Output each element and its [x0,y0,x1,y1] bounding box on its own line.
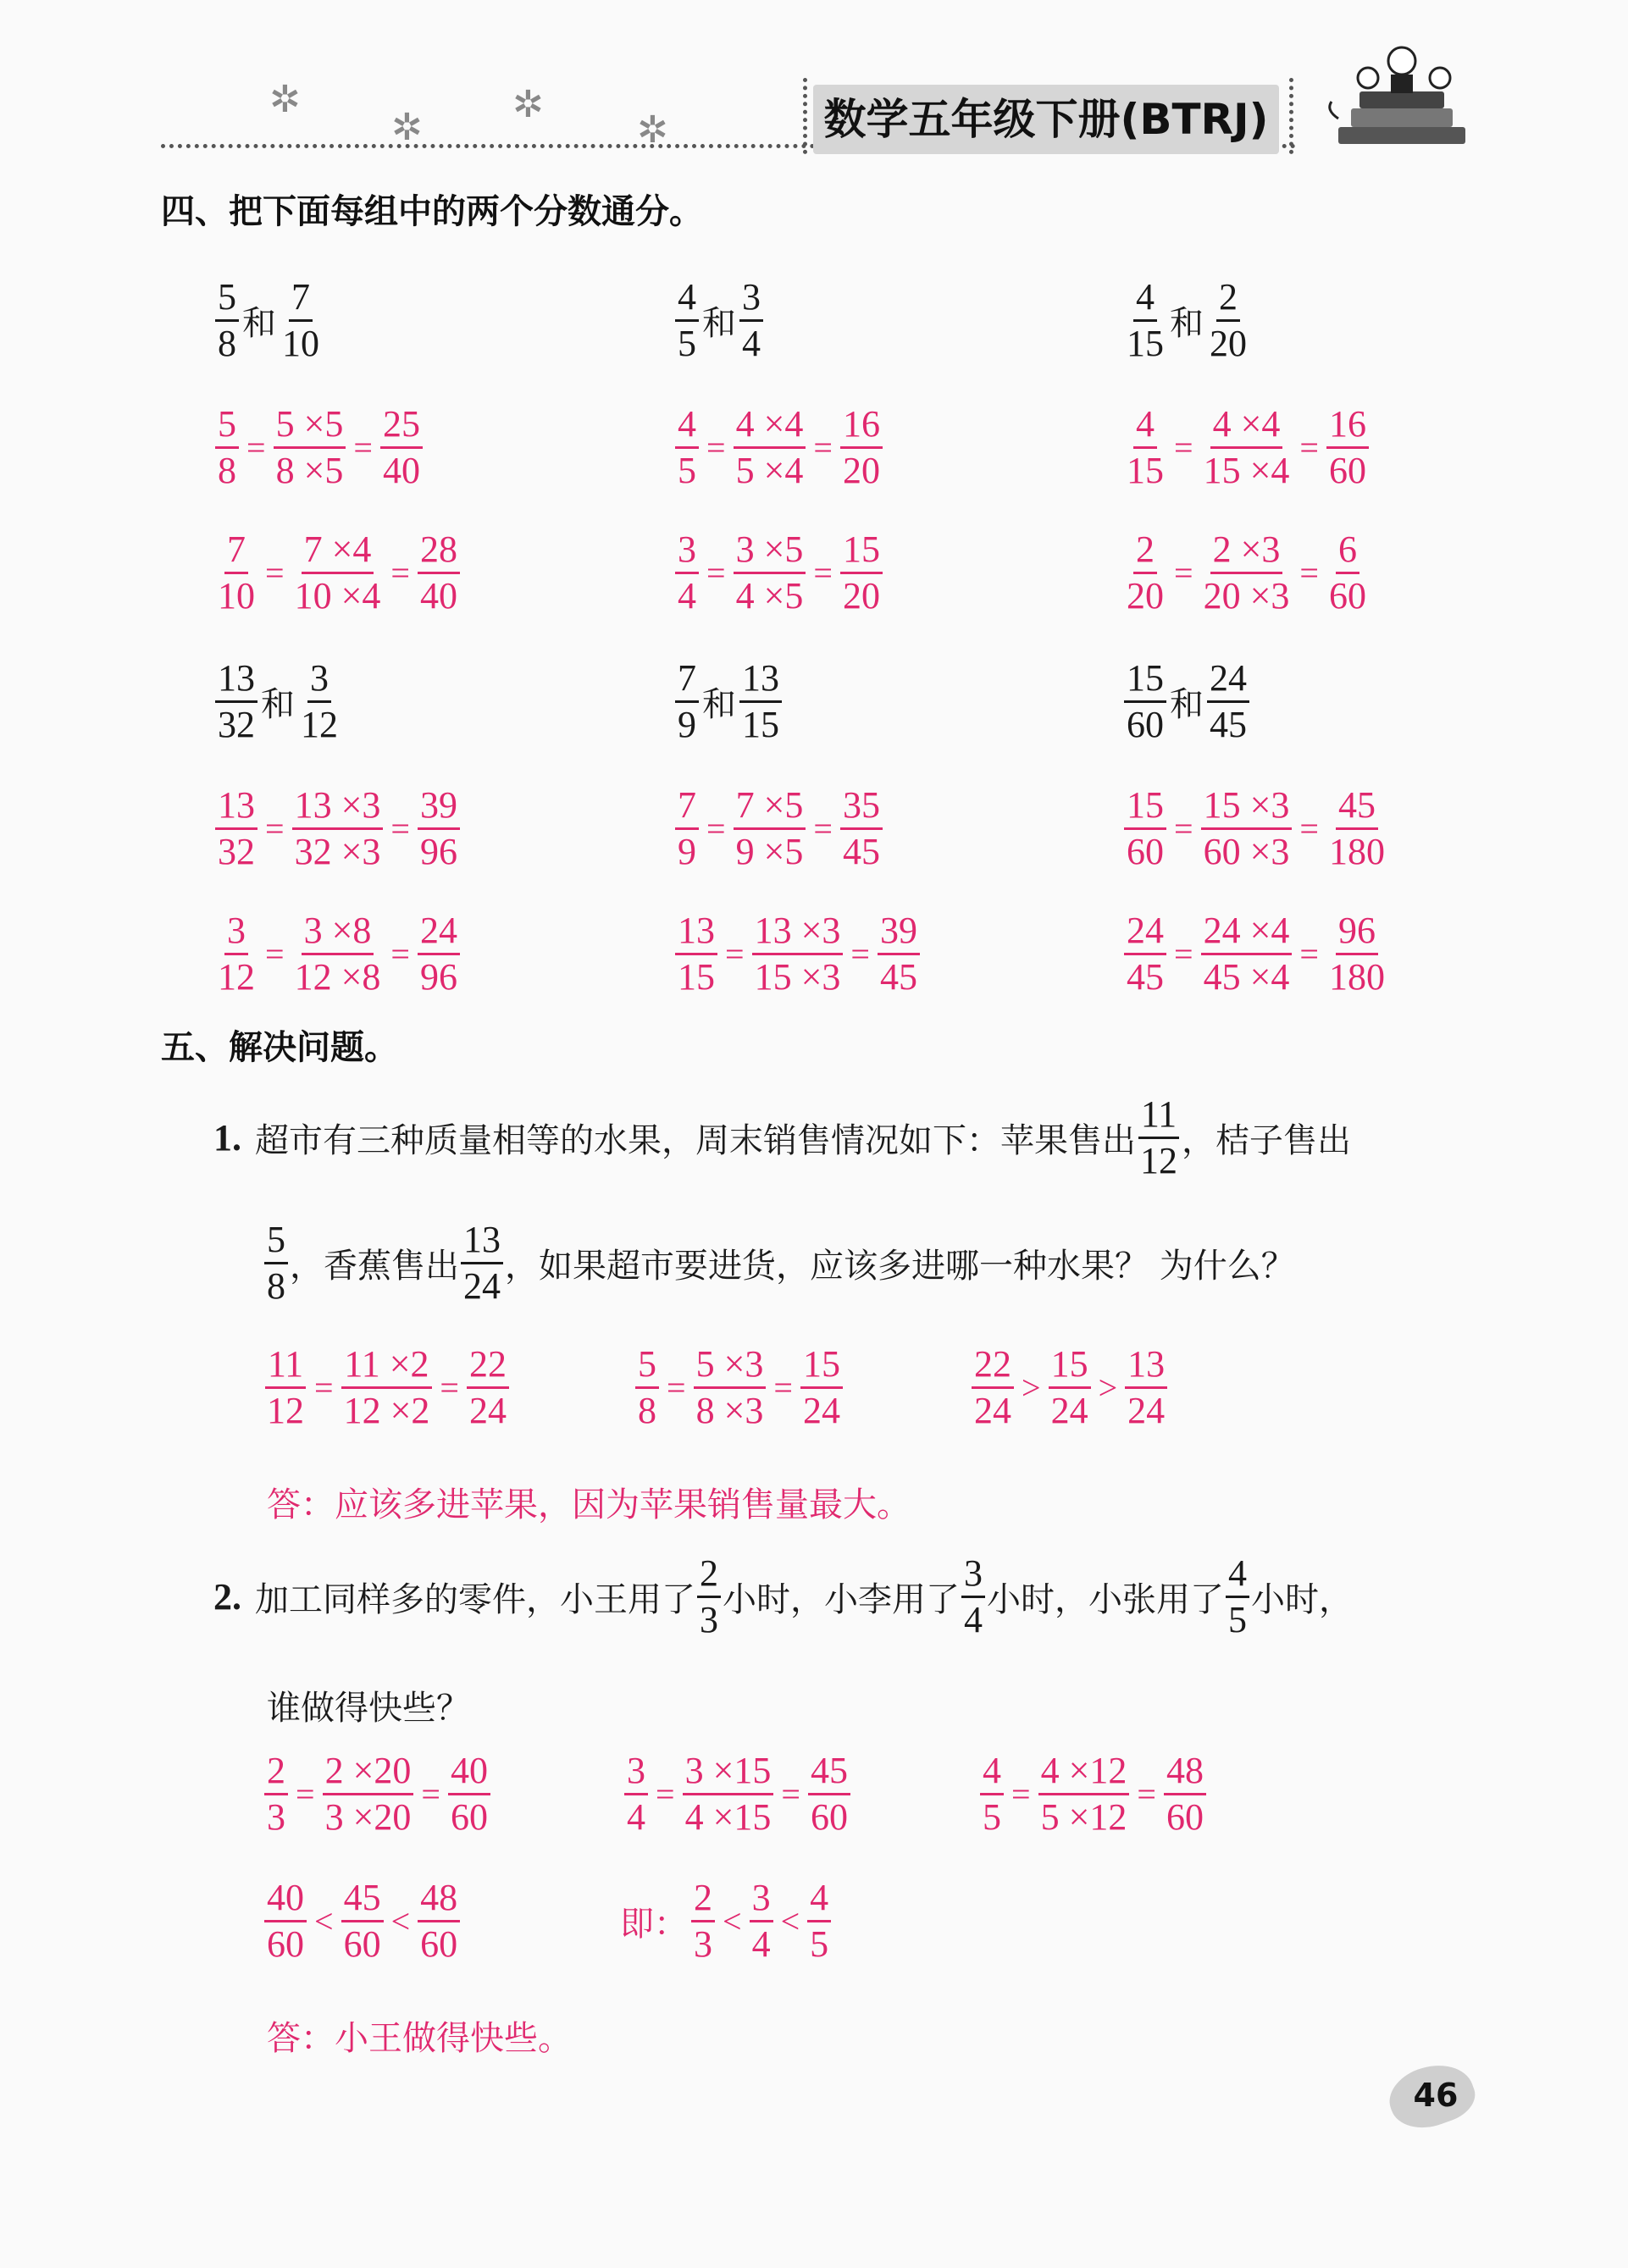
fraction: $\frac{4 \times 4}{5 \times 4}$ [734,402,806,493]
common-denominator-line [1122,528,1371,618]
problem-text: 加工同样多的零件，小王用了 [255,1580,695,1619]
equation [623,1749,852,1839]
fraction: $\frac{7}{10}$ [282,276,319,364]
problem-number: 2. [213,1576,241,1618]
fraction: $\frac{4}{15}$ [1127,276,1164,364]
common-denominator-line [213,783,462,874]
equation [634,1342,844,1433]
equals-sign: = [813,810,833,848]
header-divider [1289,78,1293,154]
equals-sign: = [656,1775,675,1813]
fraction: $\frac{2}{20}$ [1127,528,1164,617]
common-denominator-line [673,402,884,493]
problem-text: 超市有三种质量相等的水果，周末销售情况如下：苹果售出 [255,1121,1136,1160]
equation [978,1749,1208,1839]
fraction: $\frac{45}{180}$ [1328,784,1385,872]
fraction: $\frac{13}{32}$ [215,656,257,747]
problem-text: 小时，小张用了 [987,1580,1224,1619]
fraction: $\frac{4}{5}$ [807,1876,831,1967]
comparison-sign: < [723,1902,742,1940]
fraction: $\frac{4}{5}$ [675,402,699,493]
problem-1-line-2 [263,1218,1295,1308]
fraction: $\frac{11 \times 2}{12 \times 2}$ [341,1342,433,1433]
problem-text: ，香蕉售出 [290,1247,459,1286]
fraction: $\frac{13}{24}$ [1125,1342,1167,1433]
fraction: $\frac{3}{12}$ [301,657,338,745]
equals-sign: = [1299,554,1319,592]
fraction: $\frac{39}{45}$ [878,909,920,999]
equals-sign: = [353,429,373,467]
equals-sign: = [296,1775,315,1813]
fraction: $\frac{3 \times 8}{12 \times 8}$ [294,910,381,998]
fraction: $\frac{22}{24}$ [467,1342,509,1433]
fraction: $\frac{28}{40}$ [418,528,460,618]
equals-sign: = [706,810,726,848]
common-denominator-line [213,402,424,493]
comparison [970,1342,1169,1433]
equals-sign: = [1174,810,1193,848]
fraction: $\frac{4}{5}$ [675,275,699,366]
comparison [263,1876,462,1967]
fraction: $\frac{2}{20}$ [1210,276,1247,364]
fraction: $\frac{45}{60}$ [341,1876,384,1967]
join-word: 和 [261,685,295,724]
common-denominator-line [1122,783,1389,874]
comparison-sign: < [390,1902,411,1940]
fraction: $\frac{35}{45}$ [840,783,883,874]
header-divider [803,78,807,154]
fraction: $\frac{7 \times 4}{10 \times 4}$ [294,528,381,617]
fraction: $\frac{24}{45}$ [1124,909,1166,999]
fraction: $\frac{4}{5}$ [1226,1552,1249,1642]
fraction: $\frac{24}{96}$ [418,909,460,999]
equals-sign: = [265,554,285,592]
fraction: $\frac{2 \times 20}{3 \times 20}$ [323,1749,414,1839]
fraction-pair [673,275,765,366]
common-denominator-line [213,528,462,618]
fraction: $\frac{15}{60}$ [1124,783,1166,874]
fraction: $\frac{16}{60}$ [1326,402,1369,493]
equals-sign: = [1299,429,1319,467]
equals-sign: = [706,429,726,467]
problem-2-line-1 [213,1552,1353,1642]
fraction: $\frac{5}{8}$ [215,402,239,493]
fraction: $\frac{24}{45}$ [1207,656,1249,747]
fraction: $\frac{15}{24}$ [1049,1342,1091,1433]
fraction: $\frac{25}{40}$ [380,402,423,493]
fraction: $\frac{22}{24}$ [972,1342,1014,1433]
common-denominator-line [673,909,922,999]
equals-sign: = [1137,1775,1156,1813]
equals-sign: = [813,554,833,592]
fraction: $\frac{7}{9}$ [675,656,699,747]
fraction: $\frac{24 \times 4}{45 \times 4}$ [1201,909,1293,999]
fraction: $\frac{3}{4}$ [675,528,699,618]
problem-text: 小时，小李用了 [723,1580,960,1619]
fraction: $\frac{4 \times 4}{15 \times 4}$ [1203,403,1290,491]
fraction: $\frac{16}{20}$ [840,402,883,493]
comparison-sign: < [780,1902,800,1940]
equals-sign: = [1174,554,1193,592]
snowflake-icon: ✲ [391,106,423,149]
fraction-pair [213,656,342,747]
fraction: $\frac{45}{60}$ [808,1749,850,1839]
fraction: $\frac{2 \times 3}{20 \times 3}$ [1203,528,1290,617]
fraction-pair [1122,275,1251,366]
fraction: $\frac{13 \times 3}{32 \times 3}$ [292,783,384,874]
fraction: $\frac{48}{60}$ [418,1876,460,1967]
fraction: $\frac{7}{10}$ [218,528,255,617]
problem-text: ，如果超市要进货，应该多进哪一种水果？ 为什么？ [505,1247,1295,1286]
fraction: $\frac{5 \times 3}{8 \times 3}$ [694,1342,767,1433]
equals-sign: = [440,1369,459,1407]
fraction: $\frac{5}{8}$ [635,1342,659,1433]
fraction: $\frac{15 \times 3}{60 \times 3}$ [1201,783,1293,874]
fraction: $\frac{11}{12}$ [1138,1093,1180,1183]
ji-label: 即： [620,1905,688,1944]
fraction: $\frac{13}{15}$ [675,909,717,999]
problem-1-line-1 [213,1093,1351,1183]
equation [263,1749,492,1839]
fraction: $\frac{13}{24}$ [461,1218,503,1308]
comparison-sign: < [314,1902,334,1940]
fraction: $\frac{3}{4}$ [624,1749,648,1839]
common-denominator-line [1122,402,1371,493]
equals-sign: = [265,935,285,973]
equals-sign: = [781,1775,800,1813]
kids-reading-illustration [1321,25,1482,152]
equals-sign: = [421,1775,440,1813]
fraction: $\frac{40}{60}$ [448,1749,490,1839]
common-denominator-line [673,783,884,874]
fraction-pair [1122,656,1251,747]
join-word: 和 [242,304,276,343]
fraction: $\frac{5}{8}$ [264,1218,288,1308]
equation [263,1342,511,1433]
join-word: 和 [1170,685,1204,724]
snowflake-icon: ✲ [269,78,301,121]
equals-sign: = [725,935,745,973]
fraction-pair [673,656,784,747]
equals-sign: = [1011,1775,1031,1813]
fraction: $\frac{4}{15}$ [1127,403,1164,491]
equals-sign: = [265,810,285,848]
fraction: $\frac{6}{60}$ [1328,528,1366,617]
fraction: $\frac{13 \times 3}{15 \times 3}$ [752,909,844,999]
fraction: $\frac{3 \times 5}{4 \times 5}$ [734,528,806,618]
fraction: $\frac{2}{3}$ [264,1749,288,1839]
common-denominator-line [673,528,884,618]
comparison [618,1876,833,1967]
equals-sign: = [390,810,410,848]
fraction: $\frac{4 \times 12}{5 \times 12}$ [1038,1749,1130,1839]
equals-sign: = [1299,935,1319,973]
fraction: $\frac{5 \times 5}{8 \times 5}$ [274,402,346,493]
fraction: $\frac{39}{96}$ [418,783,460,874]
problem-1-answer: 答：应该多进苹果，因为苹果销售量最大。 [267,1485,911,1524]
fraction: $\frac{4}{5}$ [980,1749,1004,1839]
fraction: $\frac{15}{60}$ [1124,656,1166,747]
page-number: 46 [1413,2077,1459,2114]
join-word: 和 [1170,304,1204,343]
snowflake-icon: ✲ [512,83,544,126]
fraction: $\frac{7 \times 5}{9 \times 5}$ [734,783,806,874]
section-4-title: 四、把下面每组中的两个分数通分。 [161,192,703,231]
fraction: $\frac{2}{3}$ [697,1552,721,1642]
fraction: $\frac{48}{60}$ [1164,1749,1206,1839]
equals-sign: = [1174,429,1193,467]
join-word: 和 [702,304,736,343]
fraction: $\frac{3}{12}$ [218,910,255,998]
fraction: $\frac{15}{20}$ [840,528,883,618]
fraction: $\frac{3}{4}$ [961,1552,985,1642]
snowflake-icon: ✲ [637,108,668,152]
equals-sign: = [706,554,726,592]
comparison-sign: > [1022,1369,1041,1407]
fraction: $\frac{3 \times 15}{4 \times 15}$ [683,1749,774,1839]
comparison-sign: > [1098,1369,1118,1407]
fraction: $\frac{40}{60}$ [264,1876,307,1967]
fraction: $\frac{7}{9}$ [675,783,699,874]
fraction-pair [213,275,324,366]
fraction: $\frac{15}{24}$ [800,1342,843,1433]
problem-text: ，桔子售出 [1182,1121,1351,1160]
common-denominator-line [213,909,462,999]
book-title: 数学五年级下册(BTRJ) [813,85,1279,154]
equals-sign: = [1174,935,1193,973]
fraction: $\frac{96}{180}$ [1328,910,1385,998]
fraction: $\frac{5}{8}$ [215,275,239,366]
problem-text: 小时， [1251,1580,1353,1619]
problem-number: 1. [213,1117,241,1159]
equals-sign: = [314,1369,334,1407]
equals-sign: = [813,429,833,467]
equals-sign: = [667,1369,686,1407]
equals-sign: = [773,1369,793,1407]
section-5-title: 五、解决问题。 [161,1028,398,1067]
equals-sign: = [850,935,870,973]
fraction: $\frac{3}{4}$ [739,275,763,366]
equals-sign: = [390,554,410,592]
problem-2-answer: 答：小王做得快些。 [267,2019,572,2058]
fraction: $\frac{11}{12}$ [264,1342,307,1433]
fraction: $\frac{13}{32}$ [215,783,257,874]
fraction: $\frac{13}{15}$ [739,656,782,747]
problem-2-line-2: 谁做得快些？ [267,1689,470,1728]
equals-sign: = [246,429,266,467]
equals-sign: = [1299,810,1319,848]
fraction: $\frac{2}{3}$ [691,1876,715,1967]
equals-sign: = [390,935,410,973]
common-denominator-line [1122,909,1389,999]
fraction: $\frac{3}{4}$ [750,1876,773,1967]
join-word: 和 [702,685,736,724]
